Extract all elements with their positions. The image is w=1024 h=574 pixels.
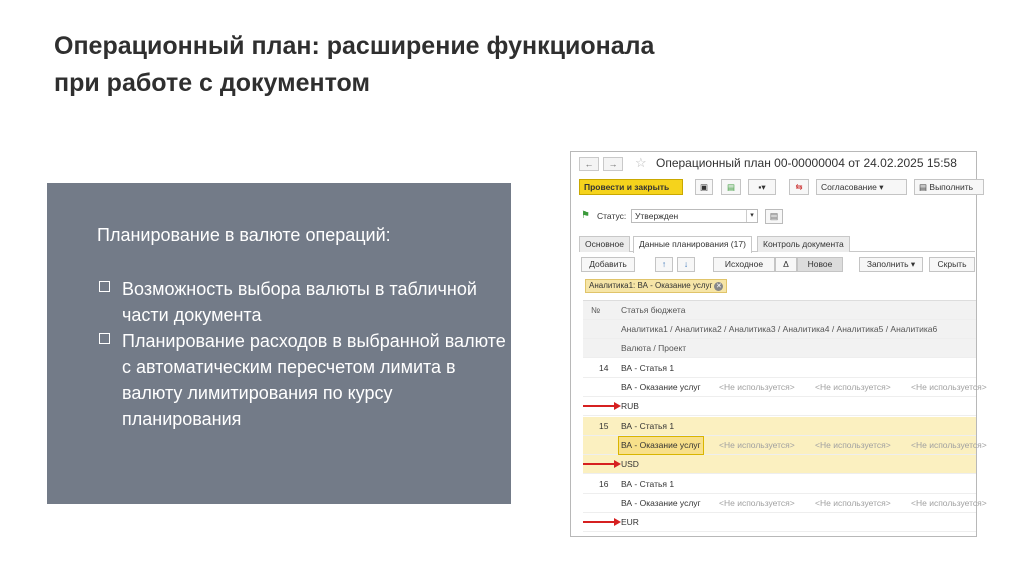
tab-document-control[interactable]: Контроль документа <box>757 236 850 252</box>
not-used-cell[interactable]: <Не используется> <box>719 440 795 450</box>
toolbar <box>571 177 976 199</box>
back-button[interactable]: ← <box>579 157 599 171</box>
checkbox-icon <box>99 333 110 344</box>
filter-chip[interactable] <box>585 279 727 293</box>
table-command-bar <box>579 256 975 274</box>
slide-title-line-1: Операционный план: расширение функционала <box>54 32 655 60</box>
bullet-text: Возможность выбора валюты в табличной части документа <box>122 279 477 325</box>
grid-header-row <box>583 301 976 320</box>
not-used-cell[interactable]: <Не используется> <box>911 498 987 508</box>
row-currency[interactable]: USD <box>621 459 639 469</box>
execute-button[interactable]: ▤ Выполнить <box>914 179 984 195</box>
header-analytics: Аналитика1 / Аналитика2 / Аналитика3 / Аналитика4 / Аналитика5 / Аналитика6 <box>621 324 938 334</box>
table-row[interactable] <box>583 397 976 416</box>
info-panel <box>47 183 511 504</box>
status-label: Статус: <box>597 211 627 221</box>
table-row[interactable] <box>583 475 976 494</box>
forward-button[interactable]: → <box>603 157 623 171</box>
row-number: 14 <box>599 363 609 373</box>
new-button[interactable]: Новое <box>797 257 843 272</box>
app-screenshot <box>570 151 987 537</box>
header-budget-article: Статья бюджета <box>621 305 686 315</box>
status-select[interactable] <box>631 209 758 223</box>
checkbox-icon <box>99 281 110 292</box>
execute-label: Выполнить <box>929 182 974 192</box>
fill-label: Заполнить <box>866 259 909 269</box>
bullet-text: Планирование расходов в выбранной валюте с автоматическим пересчетом лимита в валюту лимитирования по курсу планирования <box>122 331 506 429</box>
table-row[interactable] <box>583 494 987 513</box>
tab-main[interactable]: Основное <box>579 236 630 252</box>
not-used-cell[interactable]: <Не используется> <box>815 382 891 392</box>
approval-button[interactable]: Согласование ▾ <box>816 179 907 195</box>
red-arrow-icon <box>583 405 615 407</box>
not-used-cell[interactable]: <Не используется> <box>911 440 987 450</box>
star-icon[interactable]: ☆ <box>635 155 647 170</box>
not-used-cell[interactable]: <Не используется> <box>911 382 987 392</box>
fill-button[interactable]: Заполнить ▾ <box>859 257 923 272</box>
window-titlebar <box>571 152 976 176</box>
red-arrow-icon <box>583 521 615 523</box>
panel-heading: Планирование в валюте операций: <box>97 225 391 245</box>
row-currency[interactable]: RUB <box>621 401 639 411</box>
slide-title-line-2: при работе с документом <box>54 69 370 97</box>
table-row[interactable] <box>583 436 987 455</box>
hide-button[interactable]: Скрыть <box>929 257 975 272</box>
not-used-cell[interactable]: <Не используется> <box>719 382 795 392</box>
flag-icon: ⚑ <box>581 210 590 221</box>
row-currency[interactable]: EUR <box>621 517 639 527</box>
grid-header-row <box>583 339 976 358</box>
document-icon[interactable]: ▤ <box>765 209 783 224</box>
post-icon[interactable]: ▤ <box>721 179 741 195</box>
table-row[interactable] <box>583 378 987 397</box>
window-title: Операционный план 00-00000004 от 24.02.2025 15:58 <box>656 156 957 170</box>
slide-title <box>54 28 854 102</box>
table-row[interactable] <box>583 513 976 532</box>
row-analytics[interactable]: ВА - Оказание услуг <box>618 436 704 455</box>
table-row[interactable] <box>583 359 976 378</box>
row-analytics[interactable]: ВА - Оказание услуг <box>621 382 701 392</box>
table-row[interactable] <box>583 417 976 436</box>
approval-label: Согласование <box>821 182 877 192</box>
bullet-item <box>99 328 509 432</box>
row-analytics[interactable]: ВА - Оказание услуг <box>621 498 701 508</box>
status-row <box>571 207 976 225</box>
row-number: 15 <box>599 421 609 431</box>
not-used-cell[interactable]: <Не используется> <box>719 498 795 508</box>
tab-planning-data[interactable]: Данные планирования (17) <box>633 236 752 253</box>
status-value: Утвержден <box>635 211 679 221</box>
save-icon[interactable]: ▣ <box>695 179 713 195</box>
header-currency: Валюта / Проект <box>621 343 687 353</box>
header-num: № <box>591 305 601 315</box>
row-article[interactable]: ВА - Статья 1 <box>621 363 675 373</box>
red-arrow-icon <box>583 463 615 465</box>
post-close-button[interactable]: Провести и закрыть <box>579 179 683 195</box>
delta-button[interactable]: Δ <box>775 257 797 272</box>
not-used-cell[interactable]: <Не используется> <box>815 498 891 508</box>
dropdown-icon[interactable]: ▾ <box>746 210 757 222</box>
move-down-button[interactable]: ↓ <box>677 257 695 272</box>
grid-header-row <box>583 320 976 339</box>
row-number: 16 <box>599 479 609 489</box>
filter-text: Аналитика1: ВА - Оказание услуг <box>589 281 713 290</box>
tab-bar <box>579 236 975 252</box>
structure-icon[interactable]: ⇆ <box>789 179 809 195</box>
add-button[interactable]: Добавить <box>581 257 635 272</box>
table-row[interactable] <box>583 455 976 474</box>
move-up-button[interactable]: ↑ <box>655 257 673 272</box>
close-icon[interactable]: ✕ <box>716 283 722 290</box>
row-article[interactable]: ВА - Статья 1 <box>621 479 675 489</box>
bullet-list <box>99 276 509 432</box>
bullet-item <box>99 276 509 328</box>
row-article[interactable]: ВА - Статья 1 <box>621 421 675 431</box>
source-button[interactable]: Исходное <box>713 257 775 272</box>
create-based-icon[interactable]: ▪▾ <box>748 179 776 195</box>
not-used-cell[interactable]: <Не используется> <box>815 440 891 450</box>
planning-grid <box>583 300 987 536</box>
